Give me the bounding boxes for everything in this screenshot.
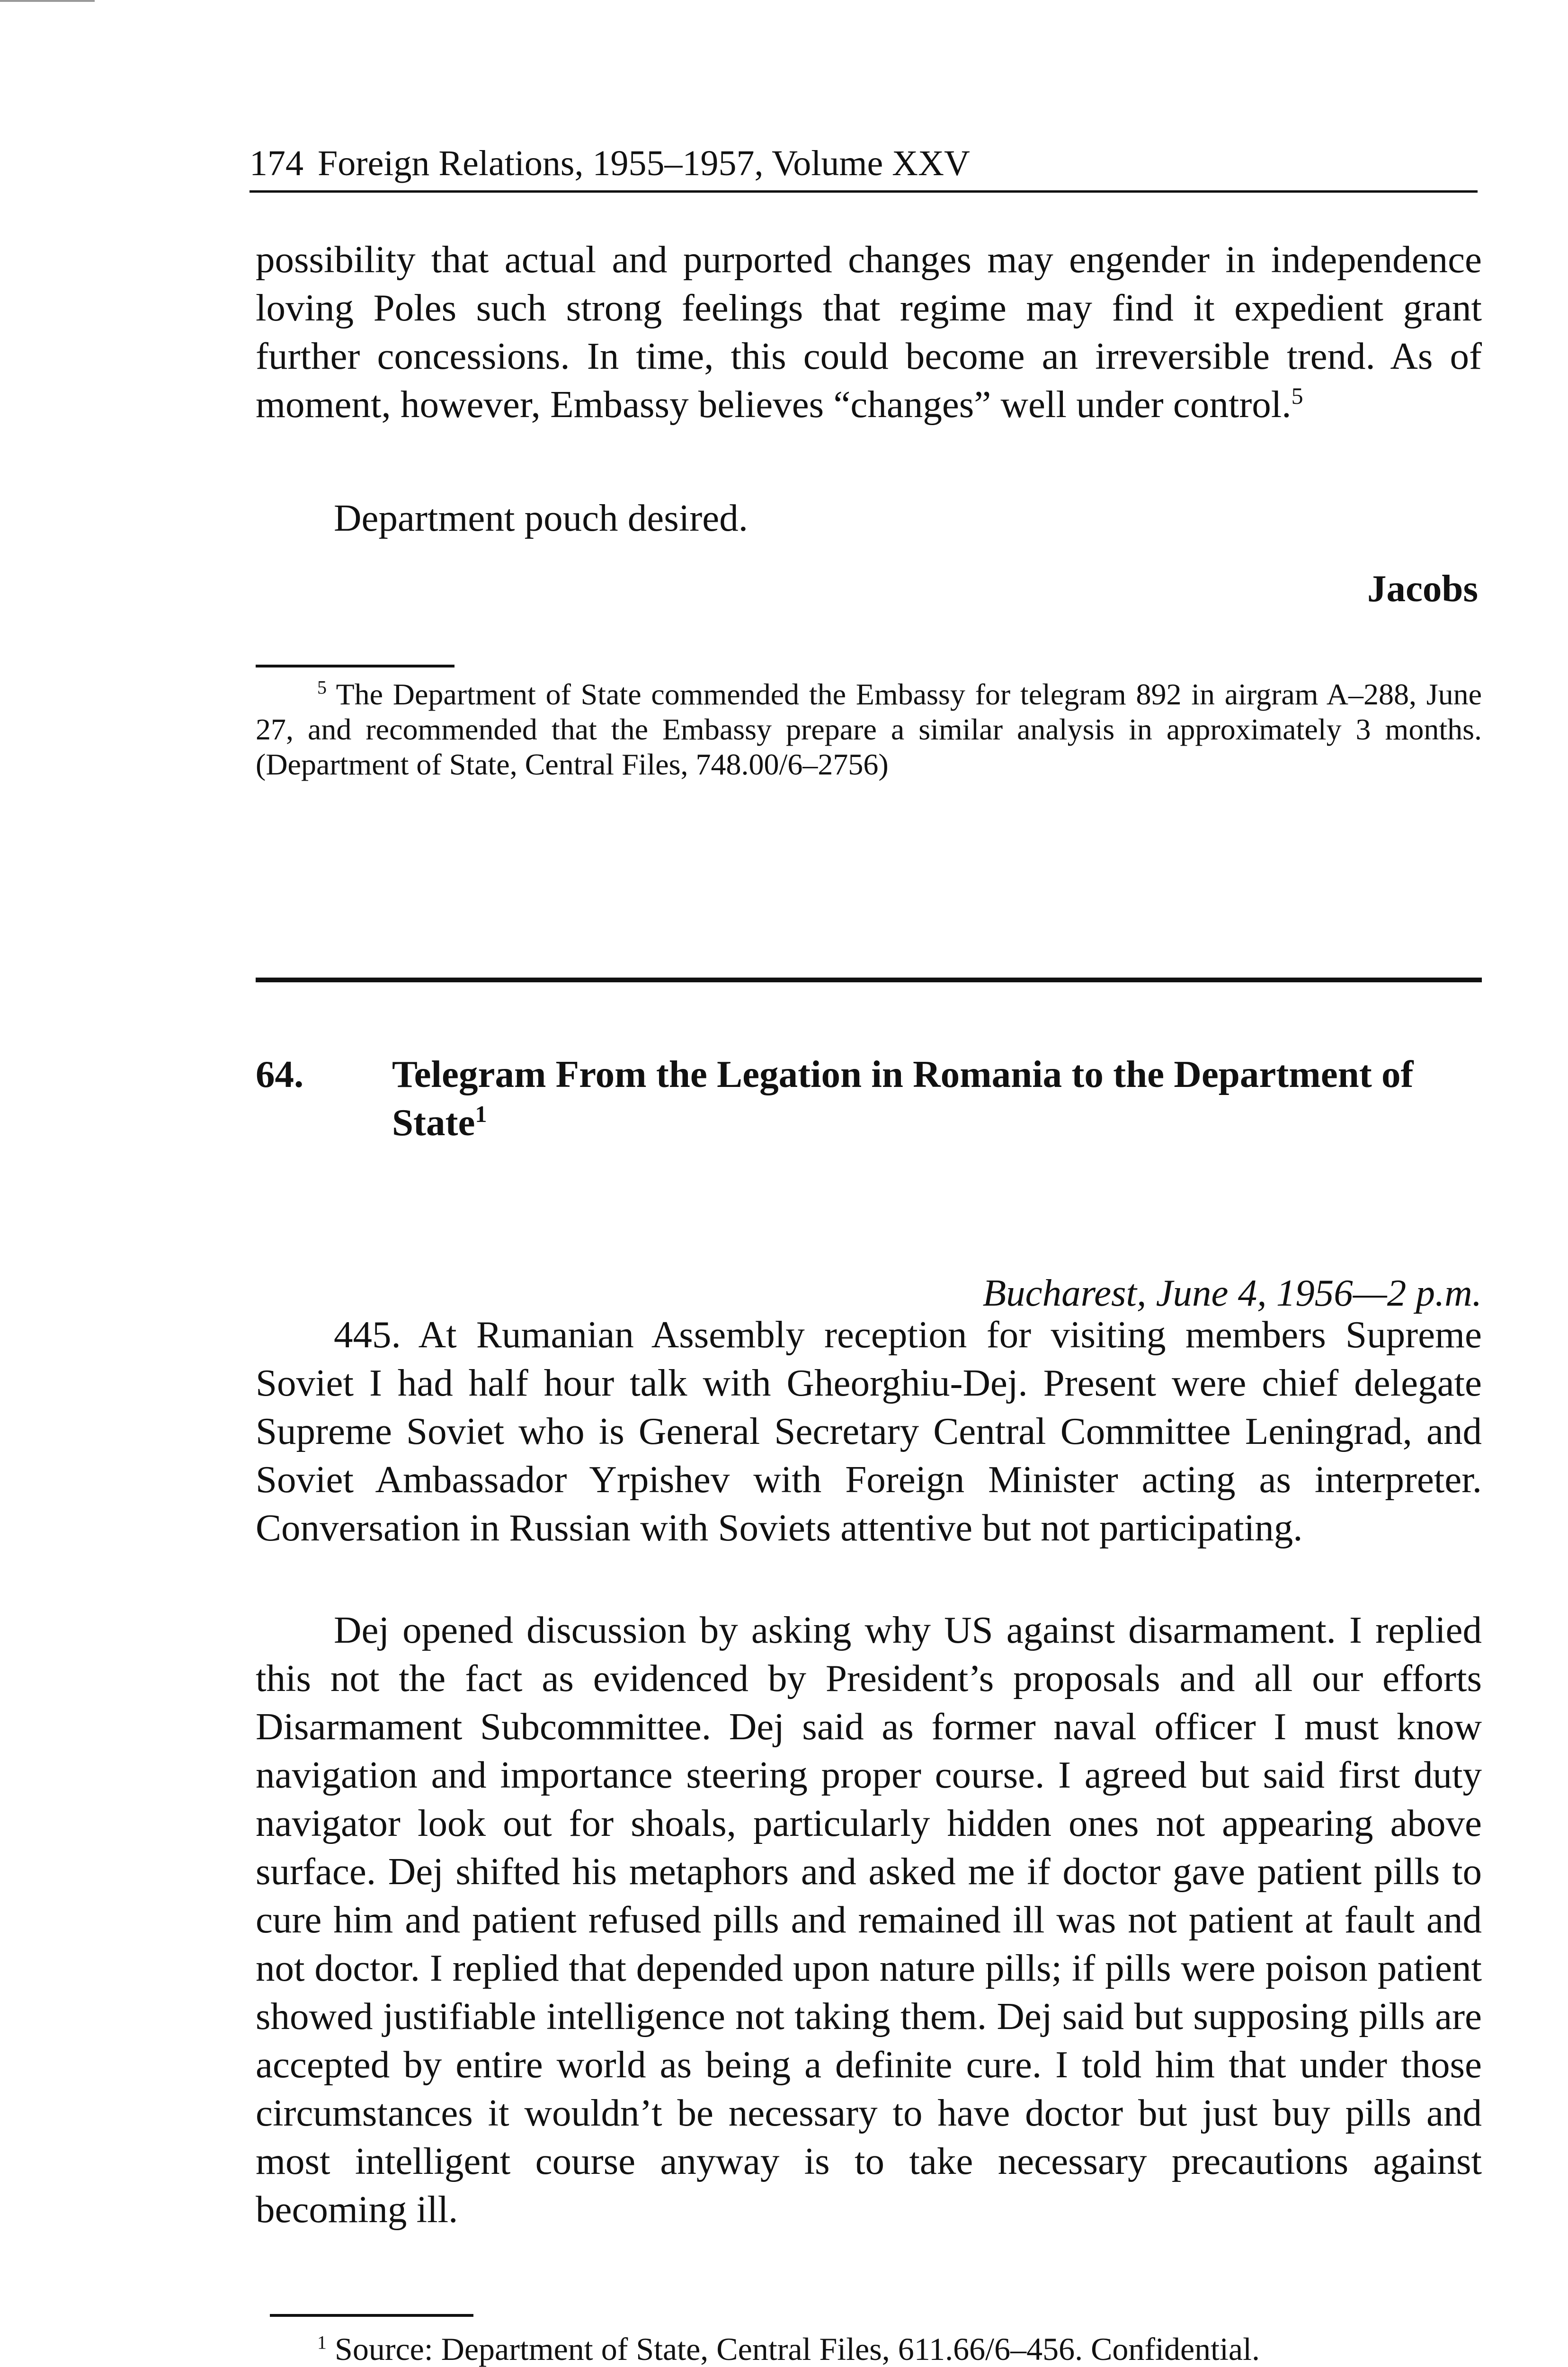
running-header [249,142,1478,193]
footnote-1 [256,2330,1482,2367]
signature: Jacobs [1367,567,1478,610]
telegram-paragraph-2: Dej opened discussion by asking why US against disarmament. I replied this not the fact as evidenced by President’s proposals and all our efforts Disarmament Subcommittee. Dej said as former naval officer I must know navigation and importance steering proper course. I agreed but said first duty navigator look out for shoals, particularly hidden ones not appearing above surface. Dej shifted his metaphors and asked me if doctor gave patient pills to cure him and patient refused pills and remained ill was not patient at fault and not doctor. I replied that depended upon nature pills; if pills were poison patient showed justifiable intelligence not taking them. Dej said but supposing pills are accepted by entire world as being a definite cure. I told him that under those circumstances it wouldn’t be necessary to have doctor but just buy pills and most intelligent course anyway is to take necessary precautions against becoming ill. [256,1609,1482,2231]
continued-paragraph-text: possibility that actual and purported changes may engender in independence loving Poles such strong feelings that regime may find it expedient grant further concessions. In time, this could become an irreversible trend. As of moment, however, Embassy believes “changes” well under control. [256,238,1482,426]
footnote-5 [256,677,1482,782]
document-title [392,1050,1482,1147]
footnote-ref-5: 5 [1291,383,1303,409]
footnote-ref-1: 1 [475,1101,487,1127]
footnote-1-text: Source: Department of State, Central Files, 611.66/6–456. Confidential. [335,2331,1260,2367]
page-number: 174 [249,143,303,183]
document-title-text: Telegram From the Legation in Romania to the Department of State [392,1053,1414,1144]
footnote-5-text: The Department of State commended the Embassy for telegram 892 in airgram A–288, June 27, and recommended that the Embassy prepare a similar analysis in approximately 3 months. (Department of State, Central Files, 748.00/6–2756) [256,677,1482,781]
continued-paragraph [256,235,1482,428]
footnote-rule-top [256,665,454,667]
scan-corner-mark [0,0,95,2]
footnote-rule-bottom [270,2314,473,2317]
section-divider [256,978,1482,982]
pouch-paragraph: Department pouch desired. [334,497,748,539]
dateline: Bucharest, June 4, 1956—2 p.m. [982,1272,1482,1314]
document-number: 64. [256,1053,304,1095]
telegram-paragraph-1: 445. At Rumanian Assembly reception for visiting members Supreme Soviet I had half hour talk with Gheorghiu-Dej. Present were chief delegate Supreme Soviet who is General Secretary Central Committee Leningrad, and Soviet Ambassador Yrpishev with Foreign Minister acting as interpreter. Conversation in Russian with Soviets attentive but not participating. [256,1313,1482,1549]
footnote-1-number: 1 [317,2331,327,2353]
running-title: Foreign Relations, 1955–1957, Volume XXV [318,143,970,183]
footnote-5-number: 5 [317,676,327,698]
